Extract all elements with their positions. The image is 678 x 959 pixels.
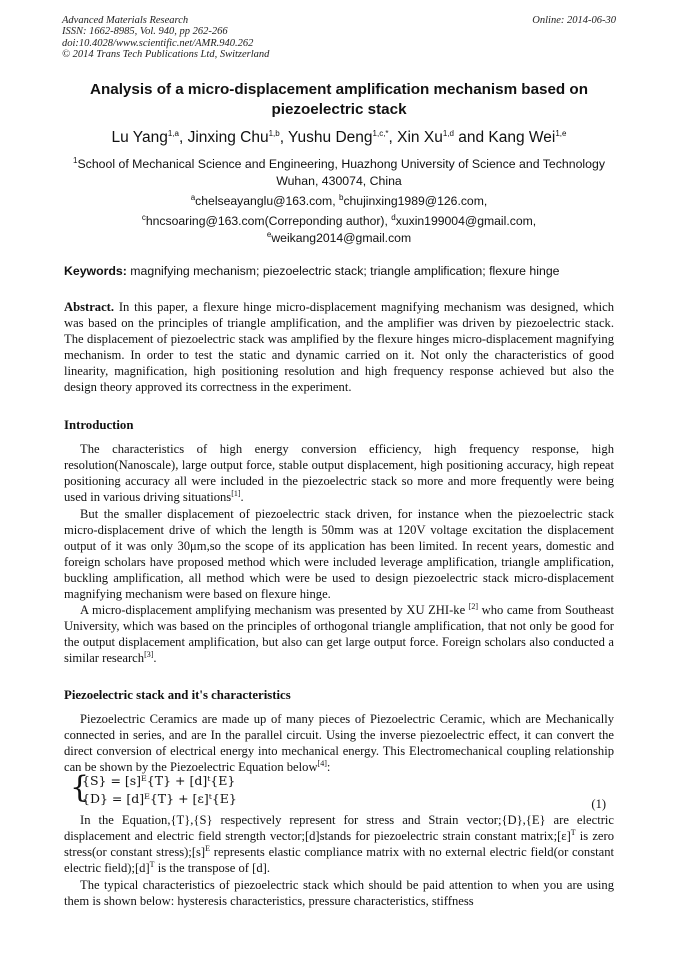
paragraph-text: represents elastic compliance matrix with no external electric field(or constant electric field);[d] [64, 845, 614, 876]
piezo-paragraph-3: The typical characteristics of piezoelectric stack which should be paid attention to when you are using them is shown below: hysteresis characteristics, pressure characteristics, stiffness [64, 878, 614, 909]
email-sup: d [391, 212, 396, 222]
email-sup: a [190, 192, 196, 202]
equation-number: (1) [591, 797, 606, 811]
paragraph-text: . [240, 490, 244, 505]
paper-title: Analysis of a micro-displacement amplification mechanism based on piezoelectric stack [90, 81, 588, 118]
intro-paragraph-3 [64, 602, 614, 666]
superscript: T [149, 860, 155, 870]
journal-header [62, 15, 269, 61]
affiliation-text: School of Mechanical Science and Engineering, Huazhong University of Science and Technology Wuhan, 430074, China [77, 157, 605, 188]
citation: [3] [144, 650, 154, 660]
citation: [1] [231, 489, 241, 499]
email-sup: e [266, 229, 272, 239]
piezo-paragraph-1 [64, 711, 614, 775]
author-name: and Kang Wei [453, 129, 556, 146]
citation: [2] [468, 601, 479, 611]
affiliation-sup: 1 [73, 155, 78, 165]
author-name: , Yushu Deng [279, 129, 373, 146]
online-date: Online: 2014-06-30 [532, 15, 616, 26]
paragraph-text: who came from Southeast University, which was based on the principles of orthogonal triangle amplification, that not only be good for the output displacement amplification, but also can get large output force. Foreign scholars also conducted a similar research [64, 603, 614, 666]
email-a: chelseayanglu@163.com, [195, 194, 339, 208]
intro-paragraph-2: But the smaller displacement of piezoelectric stack driven, for instance when the piezoelectric stack micro-displacement drive of which the length is 50mm was at 120V voltage excitation the displacement output of it was only 30μm,so the scope of its application has been limited. In recent years, domestic and foreign scholars have proposed method which were included leverage amplification, triangle amplification, buckling amplification, all method which were be used to design piezoelectric stack micro-displacement magnifying mechanism were based on flexure hinge. [64, 507, 614, 602]
author-sup: 1,c,* [372, 128, 389, 138]
paragraph-text: is zero stress(or constant stress);[s] [64, 829, 615, 860]
equation-line-2: {D} = [d]ᴱ{T} + [ε]ᵗ{E} [82, 791, 237, 806]
author-sup: 1,e [555, 128, 567, 138]
piezo-paragraph-2 [64, 812, 614, 876]
email-b: chujinxing1989@126.com, [343, 194, 488, 208]
keywords [64, 264, 560, 278]
email-d: xuxin199004@gmail.com, [395, 214, 537, 228]
doi-line: doi:10.4028/www.scientific.net/AMR.940.262 [62, 37, 254, 49]
abstract-label: Abstract. [64, 300, 115, 314]
email-sup: b [338, 192, 344, 202]
equation-brace: { [70, 770, 90, 805]
section-heading-introduction: Introduction [64, 418, 134, 432]
email-line-3 [60, 231, 618, 245]
author-sup: 1,a [167, 128, 179, 138]
author-name: , Xin Xu [388, 129, 443, 146]
keywords-label: Keywords: [64, 264, 127, 278]
intro-paragraph-1 [64, 441, 614, 505]
paragraph-text: In the Equation,{T},{S} respectively represent for stress and Strain vector;{D},{E} are electric displacement and electric field strength vector;[d]stands for piezoelectric strain constant matrix;[ε] [64, 813, 614, 844]
paragraph-text: Piezoelectric Ceramics are made up of many pieces of Piezoelectric Ceramic, which are Mechanically connected in series, and are In the parallel circuit. Using the inverse piezoelectric effect, it can convert the direct conversion of electrical energy into mechanical energy. This Electromechanical coupling relationship can be shown by the Piezoelectric Equation below [64, 712, 614, 775]
superscript: E [205, 844, 211, 853]
author-name: , Jinxing Chu [178, 129, 269, 146]
author-sup: 1,d [442, 128, 454, 138]
journal-name: Advanced Materials Research [62, 15, 189, 26]
email-line-2 [60, 214, 618, 228]
section-heading-piezo: Piezoelectric stack and it's characteristics [64, 688, 291, 702]
email-c: hncsoaring@163.com(Correponding author), [145, 214, 392, 228]
email-sup: c [141, 212, 146, 222]
paragraph-text: . [153, 651, 157, 666]
paragraph-text: is the transpose of [d]. [154, 861, 270, 876]
citation: [4] [317, 759, 327, 769]
issn-line: ISSN: 1662-8985, Vol. 940, pp 262-266 [62, 26, 228, 38]
copyright-line: © 2014 Trans Tech Publications Ltd, Switzerland [62, 49, 270, 61]
paragraph-text: : [326, 760, 331, 775]
author-name: Lu Yang [111, 129, 168, 146]
paragraph-text: The characteristics of high energy conversion efficiency, high frequency response, high resolution(Nanoscale), large output force, stable output displacement, high positioning accuracy, high repeat positioning accuracy all were included in the piezoelectric stack so more and more frequently were being used in various driving situations [64, 442, 614, 505]
equation-line-1: {S} = [s]ᴱ{T} + [d]ᵗ{E} [82, 773, 236, 788]
affiliation [60, 156, 618, 190]
author-list [60, 129, 618, 147]
superscript: T [570, 827, 576, 837]
keywords-text: magnifying mechanism; piezoelectric stack; triangle amplification; flexure hinge [126, 264, 560, 278]
abstract-text: In this paper, a flexure hinge micro-displacement magnifying mechanism was designed, which was based on the principles of triangle amplification, and the amplifier was driven by piezoelectric stack. The displacement of piezoelectric stack was amplified by the flexure hinges micro-displacement magnifying mechanism. In order to test the static and dynamic carried on it. Not only the characteristics of good linearity, magnification, high positioning resolution and high frequency response achieved but also the design theory approved its correctness in the experiment. [64, 300, 614, 395]
author-sup: 1,b [268, 128, 280, 138]
paragraph-text: A micro-displacement amplifying mechanism was presented by XU ZHI-ke [80, 603, 469, 617]
abstract [64, 299, 614, 396]
email-e: weikang2014@gmail.com [271, 231, 412, 245]
email-line-1 [60, 194, 618, 208]
